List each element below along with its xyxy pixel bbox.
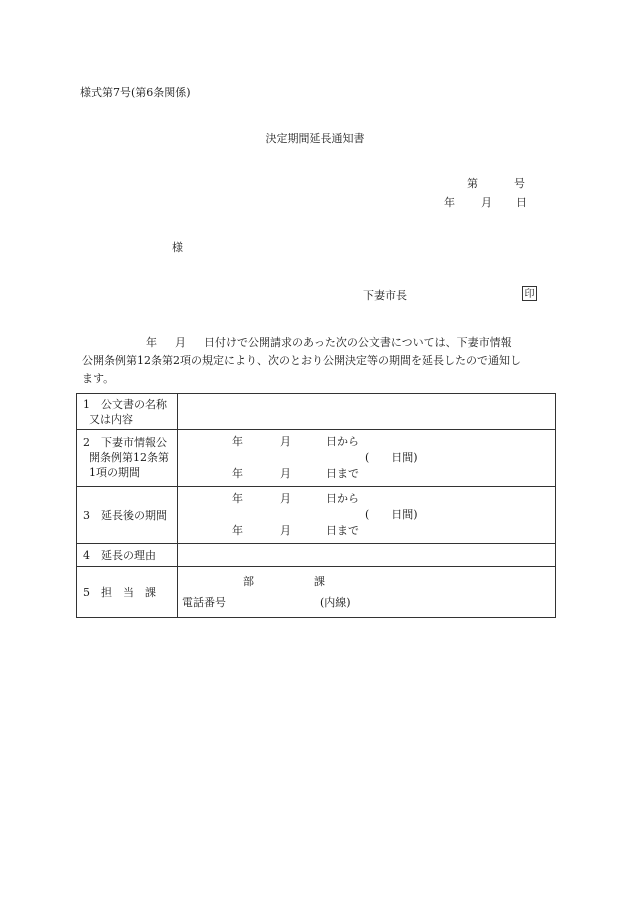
orig-to-day: 日まで [326,467,359,480]
label-document-name-1: 1 公文書の名称 [83,398,167,411]
orig-from-year: 年 [232,435,243,448]
sender-name: 下妻市長 [363,289,407,302]
orig-to-year: 年 [232,467,243,480]
ext-to-month: 月 [280,524,291,537]
label-original-period-1: 2 下妻市情報公 [83,436,167,449]
ext-to-year: 年 [232,524,243,537]
body-line-1-rest: 日付けで公開請求のあった次の公文書については、下妻市情報 [204,336,512,349]
phone-extension: (内線) [320,596,351,609]
table-row-extended-period [77,486,555,543]
form-number: 様式第7号(第6条関係) [80,86,191,99]
label-department: 5 担 当 課 [83,586,156,599]
ext-from-month: 月 [280,492,291,505]
ext-from-day: 日から [326,492,359,505]
ext-from-year: 年 [232,492,243,505]
table-row-department [77,566,555,618]
body-year: 年 [146,336,157,349]
label-extended-period: 3 延長後の期間 [83,509,167,522]
date-year: 年 [444,196,455,209]
table-row-reason [77,543,555,566]
body-month: 月 [175,336,186,349]
label-document-name-2: 又は内容 [89,413,133,426]
label-original-period-3: 1項の期間 [89,466,140,479]
ref-number-dai: 第 [467,177,478,190]
orig-to-month: 月 [280,467,291,480]
body-line-3: ます。 [82,372,115,385]
body-line-2: 公開条例第12条第2項の規定により、次のとおり公開決定等の期間を延長したので通知し [82,354,521,367]
body-text [82,334,556,388]
ext-duration: ( 日間) [365,508,418,521]
date-day: 日 [516,196,527,209]
document-title: 決定期間延長通知書 [265,132,365,145]
ref-number-gou: 号 [514,177,525,190]
phone-label: 電話番号 [182,596,226,609]
orig-from-month: 月 [280,435,291,448]
label-original-period-2: 開条例第12条第 [89,451,169,464]
date-month: 月 [481,196,492,209]
orig-from-day: 日から [326,435,359,448]
body-line-1 [88,334,556,352]
label-reason: 4 延長の理由 [83,549,156,562]
table-row-original-period [77,429,555,486]
orig-duration: ( 日間) [365,451,418,464]
notice-table [76,393,556,618]
table-row-document-name [77,394,555,429]
department-ka: 課 [314,575,325,588]
department-bu: 部 [243,575,254,588]
ext-to-day: 日まで [326,524,359,537]
seal-stamp: 印 [522,286,537,301]
addressee-suffix: 様 [172,241,183,254]
